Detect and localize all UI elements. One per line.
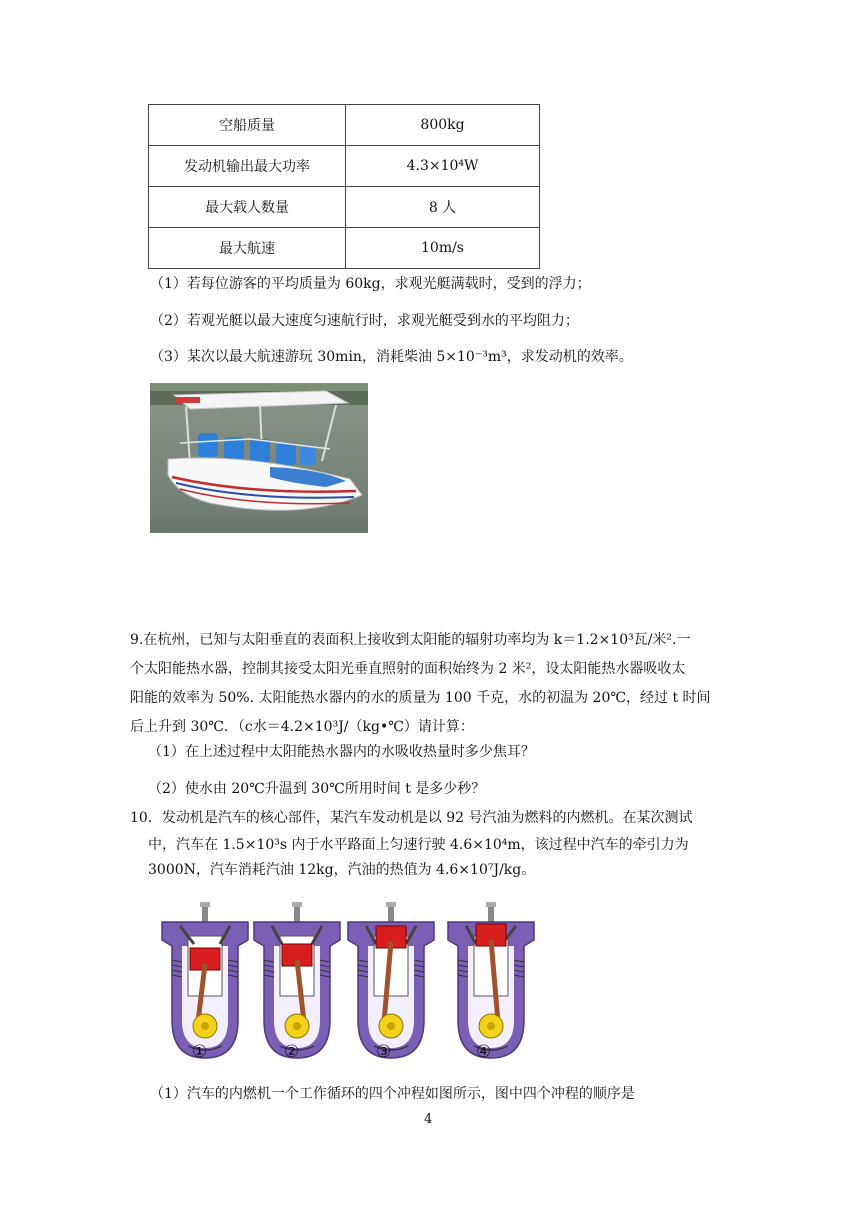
table-cell-label: 最大航速 [149,228,346,269]
table-row [149,228,540,269]
page-number: 4 [424,1112,433,1127]
q9-line-2: 个太阳能热水器，控制其接受太阳光垂直照射的面积始终为 2 米²，设太阳能热水器吸收太 [130,661,686,677]
q9-line-3: 阳能的效率为 50%. 太阳能热水器内的水的质量为 100 千克，水的初温为 20℃，经过 t 时间 [130,690,711,706]
sightseeing-boat-image [150,383,368,533]
q9-item-1: （1）在上述过程中太阳能热水器内的水吸收热量时多少焦耳？ [148,744,535,760]
table-row [149,105,540,146]
q10-line-2: 中，汽车在 1.5×10³s 内于水平路面上匀速行驶 4.6×10⁴m，该过程中汽车的牵引力为 [148,837,689,853]
table-cell-label: 发动机输出最大功率 [149,146,346,187]
engine-cylinder [348,902,434,1058]
stroke-label-1: ① [192,1042,208,1062]
q9-line-1: 9.在杭州，已知与太阳垂直的表面积上接收到太阳能的辐射功率均为 k＝1.2×10³瓦/米².一 [130,632,691,648]
q9-item-2: （2）使水由 20℃升温到 30℃所用时间 t 是多少秒？ [148,781,486,797]
table-row [149,187,540,228]
q8-item-1: （1）若每位游客的平均质量为 60kg，求观光艇满载时，受到的浮力； [150,276,591,292]
q9-stem [130,626,730,742]
table-cell-label: 空船质量 [149,105,346,146]
table-cell-label: 最大载人数量 [149,187,346,228]
table-cell-value: 8 人 [346,187,540,228]
q10-line-1: 10．发动机是汽车的核心部件，某汽车发动机是以 92 号汽油为燃料的内燃机。在某次测试 [130,810,693,826]
table-row [149,146,540,187]
q9-line-4: 后上升到 30℃．（c水＝4.2×10³J/（kg•℃）请计算： [130,719,474,735]
table-cell-value: 10m/s [346,228,540,269]
table-cell-value: 4.3×10⁴W [346,146,540,187]
stroke-label-4: ④ [476,1042,492,1062]
q10-line-3: 3000N，汽车消耗汽油 12kg，汽油的热值为 4.6×10⁷J/kg。 [148,862,536,878]
q8-item-2: （2）若观光艇以最大速度匀速航行时，求观光艇受到水的平均阻力； [150,313,579,329]
engine-cylinder [162,902,248,1058]
table-cell-value: 800kg [346,105,540,146]
engine-cylinder [448,902,534,1058]
q8-item-3: （3）某次以最大航速游玩 30min，消耗柴油 5×10⁻³m³，求发动机的效率。 [150,349,633,365]
stroke-label-2: ② [284,1042,300,1062]
stroke-label-3: ③ [376,1042,392,1062]
boat-spec-table [148,104,540,269]
engine-cylinder [254,902,340,1058]
stroke-labels [158,1042,538,1064]
q10-item-1: （1）汽车的内燃机一个工作循环的四个冲程如图所示，图中四个冲程的顺序是 [150,1086,635,1102]
